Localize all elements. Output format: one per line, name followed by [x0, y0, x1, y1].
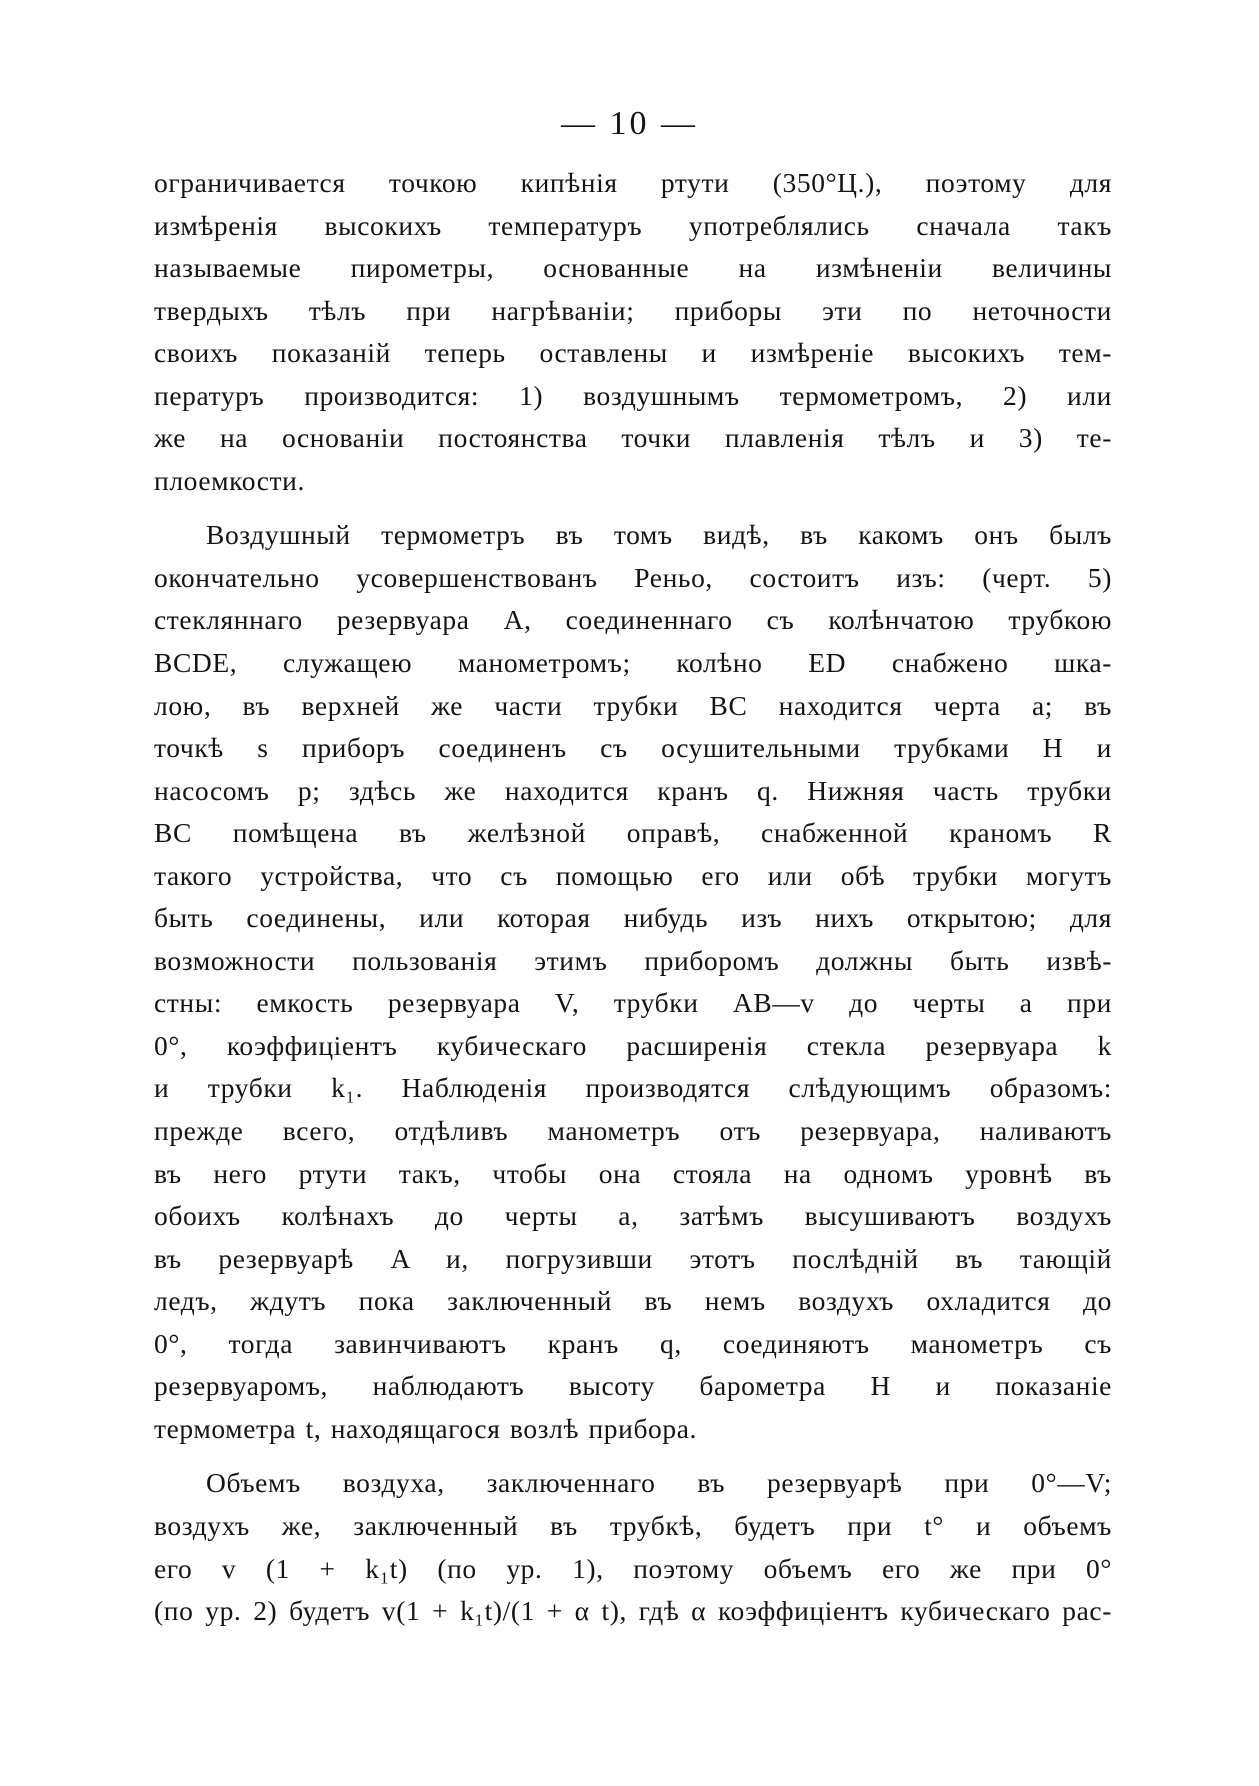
text-line: Воздушный термометръ въ томъ видѣ, въ какомъ онъ былъ — [206, 519, 1112, 551]
text-line: измѣренія высокихъ температуръ употреблялись сначала такъ — [154, 209, 1112, 241]
text-line: 0°, тогда завинчиваютъ кранъ q, соединяютъ манометръ съ — [154, 1327, 1112, 1359]
text-line: ледъ, ждутъ пока заключенный въ немъ воздухъ охладится до — [154, 1285, 1112, 1317]
text-line: ограничивается точкою кипѣнія ртути (350°Ц.), поэтому для — [154, 167, 1112, 198]
text-line: точкѣ s приборъ соединенъ съ осушительными трубками H и — [154, 732, 1112, 764]
text-line: 0°, коэффиціентъ кубическаго расширенія стекла резервуара k — [154, 1029, 1112, 1061]
body-text — [154, 162, 1112, 1633]
text-line: насосомъ p; здѣсь же находится кранъ q. Нижняя часть трубки — [154, 774, 1112, 806]
text-line: стекляннаго резервуара A, соединеннаго съ колѣнчатою трубкою — [154, 604, 1112, 636]
text-line: въ него ртути такъ, чтобы она стояла на одномъ уровнѣ въ — [154, 1157, 1112, 1189]
text-line: обоихъ колѣнахъ до черты a, затѣмъ высушиваютъ воздухъ — [154, 1200, 1112, 1232]
text-line: окончательно усовершенствованъ Реньо, состоитъ изъ: (черт. 5) — [154, 561, 1112, 593]
text-line: твердыхъ тѣлъ при нагрѣваніи; приборы эти по неточности — [154, 294, 1112, 326]
text-line: плоемкости. — [154, 464, 305, 496]
text-line: называемые пирометры, основанные на измѣненіи величины — [154, 252, 1112, 284]
text-line: лою, въ верхней же части трубки BC находится черта a; въ — [154, 689, 1112, 721]
text-line: Объемъ воздуха, заключеннаго въ резервуарѣ при 0°—V; — [206, 1467, 1112, 1499]
paragraph-gap — [154, 1450, 1112, 1462]
text-line: (по ур. 2) будетъ v(1 + k₁t)/(1 + α t), гдѣ α коэффиціентъ кубическаго рас- — [154, 1595, 1112, 1627]
text-line: быть соединены, или которая нибудь изъ нихъ открытою; для — [154, 902, 1112, 934]
text-line: BCDE, служащею манометромъ; колѣно ED снабжено шка- — [154, 647, 1112, 679]
text-line: воздухъ же, заключенный въ трубкѣ, будетъ при t° и объемъ — [154, 1509, 1112, 1541]
text-line: термометра t, находящагося возлѣ прибора. — [154, 1412, 698, 1444]
paragraph — [154, 1462, 1112, 1632]
text-line: прежде всего, отдѣливъ манометръ отъ резервуара, наливаютъ — [154, 1115, 1112, 1147]
text-line: резервуаромъ, наблюдаютъ высоту барометра H и показаніе — [154, 1370, 1112, 1402]
text-line: своихъ показаній теперь оставлены и измѣреніе высокихъ тем- — [154, 337, 1112, 369]
text-line: BC помѣщена въ желѣзной оправѣ, снабженной краномъ R — [154, 817, 1112, 849]
text-line: пературъ производится: 1) воздушнымъ термометромъ, 2) или — [154, 379, 1112, 411]
text-line: его v (1 + k₁t) (по ур. 1), поэтому объемъ его же при 0° — [154, 1552, 1112, 1584]
text-line: въ резервуарѣ A и, погрузивши этотъ послѣдній въ тающій — [154, 1242, 1112, 1274]
text-line: такого устройства, что съ помощью его или обѣ трубки могутъ — [154, 859, 1112, 891]
paragraph-gap — [154, 502, 1112, 514]
text-line: и трубки k₁. Наблюденія производятся слѣдующимъ образомъ: — [154, 1072, 1112, 1104]
text-line: же на основаніи постоянства точки плавленія тѣлъ и 3) те- — [154, 422, 1112, 454]
page-number: — 10 — — [561, 105, 698, 142]
text-line: возможности пользованія этимъ приборомъ должны быть извѣ- — [154, 944, 1112, 976]
text-line: стны: емкость резервуара V, трубки AB—v до черты a при — [154, 987, 1112, 1019]
paragraph — [154, 162, 1112, 502]
paragraph — [154, 514, 1112, 1450]
